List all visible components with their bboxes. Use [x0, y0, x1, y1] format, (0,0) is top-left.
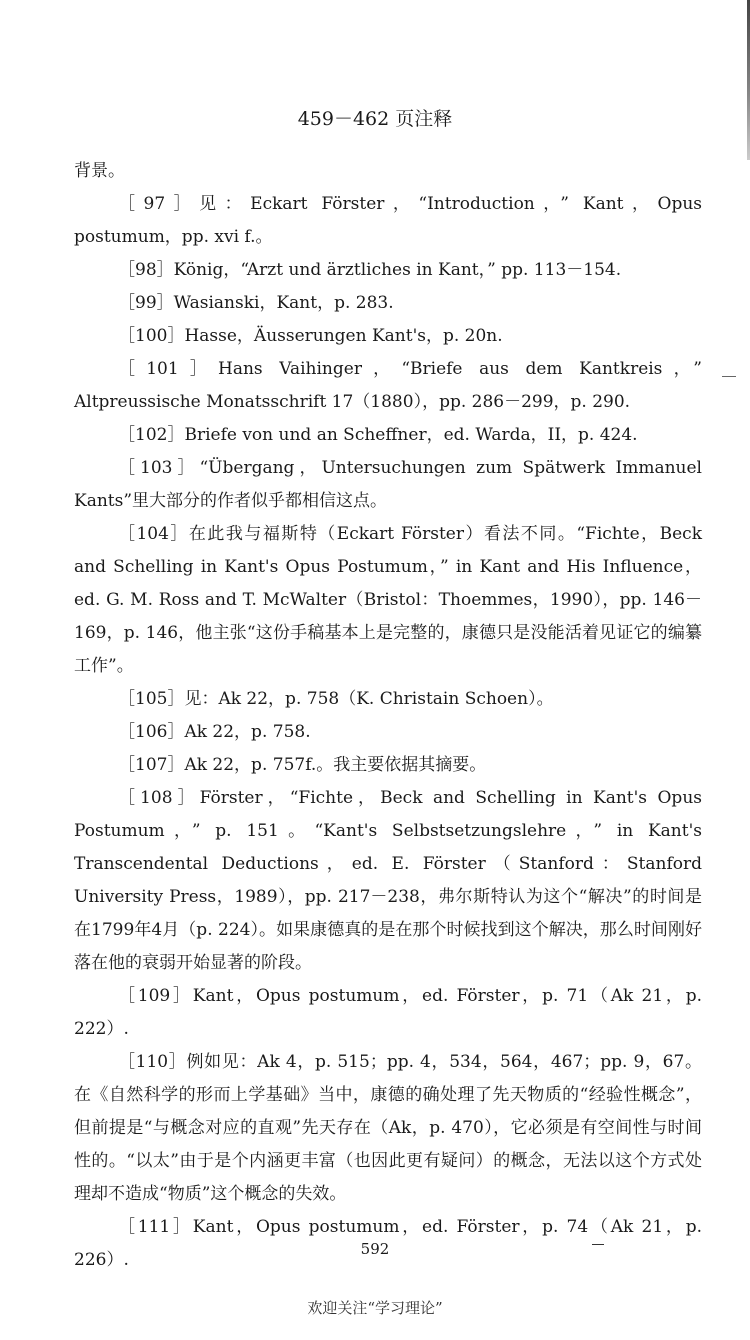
note-97: ［97］见：Eckart Förster，“Introduction，” Kant，Opus postumum，pp. xvi f.。 — [74, 194, 702, 247]
note-101: ［101］Hans Vaihinger，“Briefe aus dem Kantkreis，” Altpreussische Monatsschrift 17（1880），pp. 286－299，p. 290. — [74, 359, 702, 412]
page-number: 592 — [360, 1240, 390, 1258]
note-108: ［108］Förster，“Fichte，Beck and Schelling in Kant's Opus Postumum，” p. 151。“Kant's Selbstsetzungslehre，” in Kant's Transcendental Deductions，ed. E. Förster（Stanford：Stanford University Press，1989），pp. 217－238，弗尔斯特认为这个“解决”的时间是在1799年4月（p. 224）。如果康德真的是在那个时候找到这个解决，那么时间刚好落在他的衰弱开始显著的阶段。 — [74, 788, 702, 973]
note-111: ［111］Kant，Opus postumum，ed. Förster，p. 74（Ak 21，p. 226）. — [74, 1217, 702, 1270]
notes-body — [74, 155, 702, 1277]
note-99: ［99］Wasianski，Kant，p. 283. — [118, 293, 394, 313]
note-110: ［110］例如见：Ak 4，p. 515；pp. 4，534，564，467；pp. 9，67。在《自然科学的形而上学基础》当中，康德的确处理了先天物质的“经验性概念”，但前提是“与概念对应的直观”先天存在（Ak，p. 470），它必须是有空间性与时间性的。“以太”由于是个内涵更丰富（也因此更有疑问）的概念，无法以这个方式处理却不造成“物质”这个概念的失效。 — [74, 1052, 702, 1204]
scan-dash — [592, 1244, 604, 1245]
note-106: ［106］Ak 22，p. 758. — [118, 722, 311, 742]
note-continuation: 背景。 — [74, 161, 125, 181]
note-107: ［107］Ak 22，p. 757f.。我主要依据其摘要。 — [118, 755, 487, 775]
note-102: ［102］Briefe von und an Scheffner，ed. Warda，II，p. 424. — [118, 425, 638, 445]
footer-watermark: 欢迎关注“学习理论” — [307, 1299, 443, 1317]
note-105: ［105］见：Ak 22，p. 758（K. Christain Schoen）。 — [118, 689, 554, 709]
note-109: ［109］Kant，Opus postumum，ed. Förster，p. 71（Ak 21，p. 222）. — [74, 986, 702, 1039]
note-98: ［98］König，“Arzt und ärztliches in Kant，” pp. 113－154. — [118, 260, 622, 280]
note-100: ［100］Hasse，Äusserungen Kant's，p. 20n. — [118, 326, 503, 346]
scan-mark — [722, 376, 736, 377]
note-104: ［104］在此我与福斯特（Eckart Förster）看法不同。“Fichte，Beck and Schelling in Kant's Opus Postumum，” in Kant and His Influence，ed. G. M. Ross and T. McWalter（Bristol：Thoemmes，1990），pp. 146－169，p. 146，他主张“这份手稿基本上是完整的，康德只是没能活着见证它的编纂工作”。 — [74, 524, 702, 676]
note-103: ［103］“Übergang，Untersuchungen zum Spätwerk Immanuel Kants”里大部分的作者似乎都相信这点。 — [74, 458, 702, 511]
page-header: 459－462 页注释 — [297, 108, 453, 130]
